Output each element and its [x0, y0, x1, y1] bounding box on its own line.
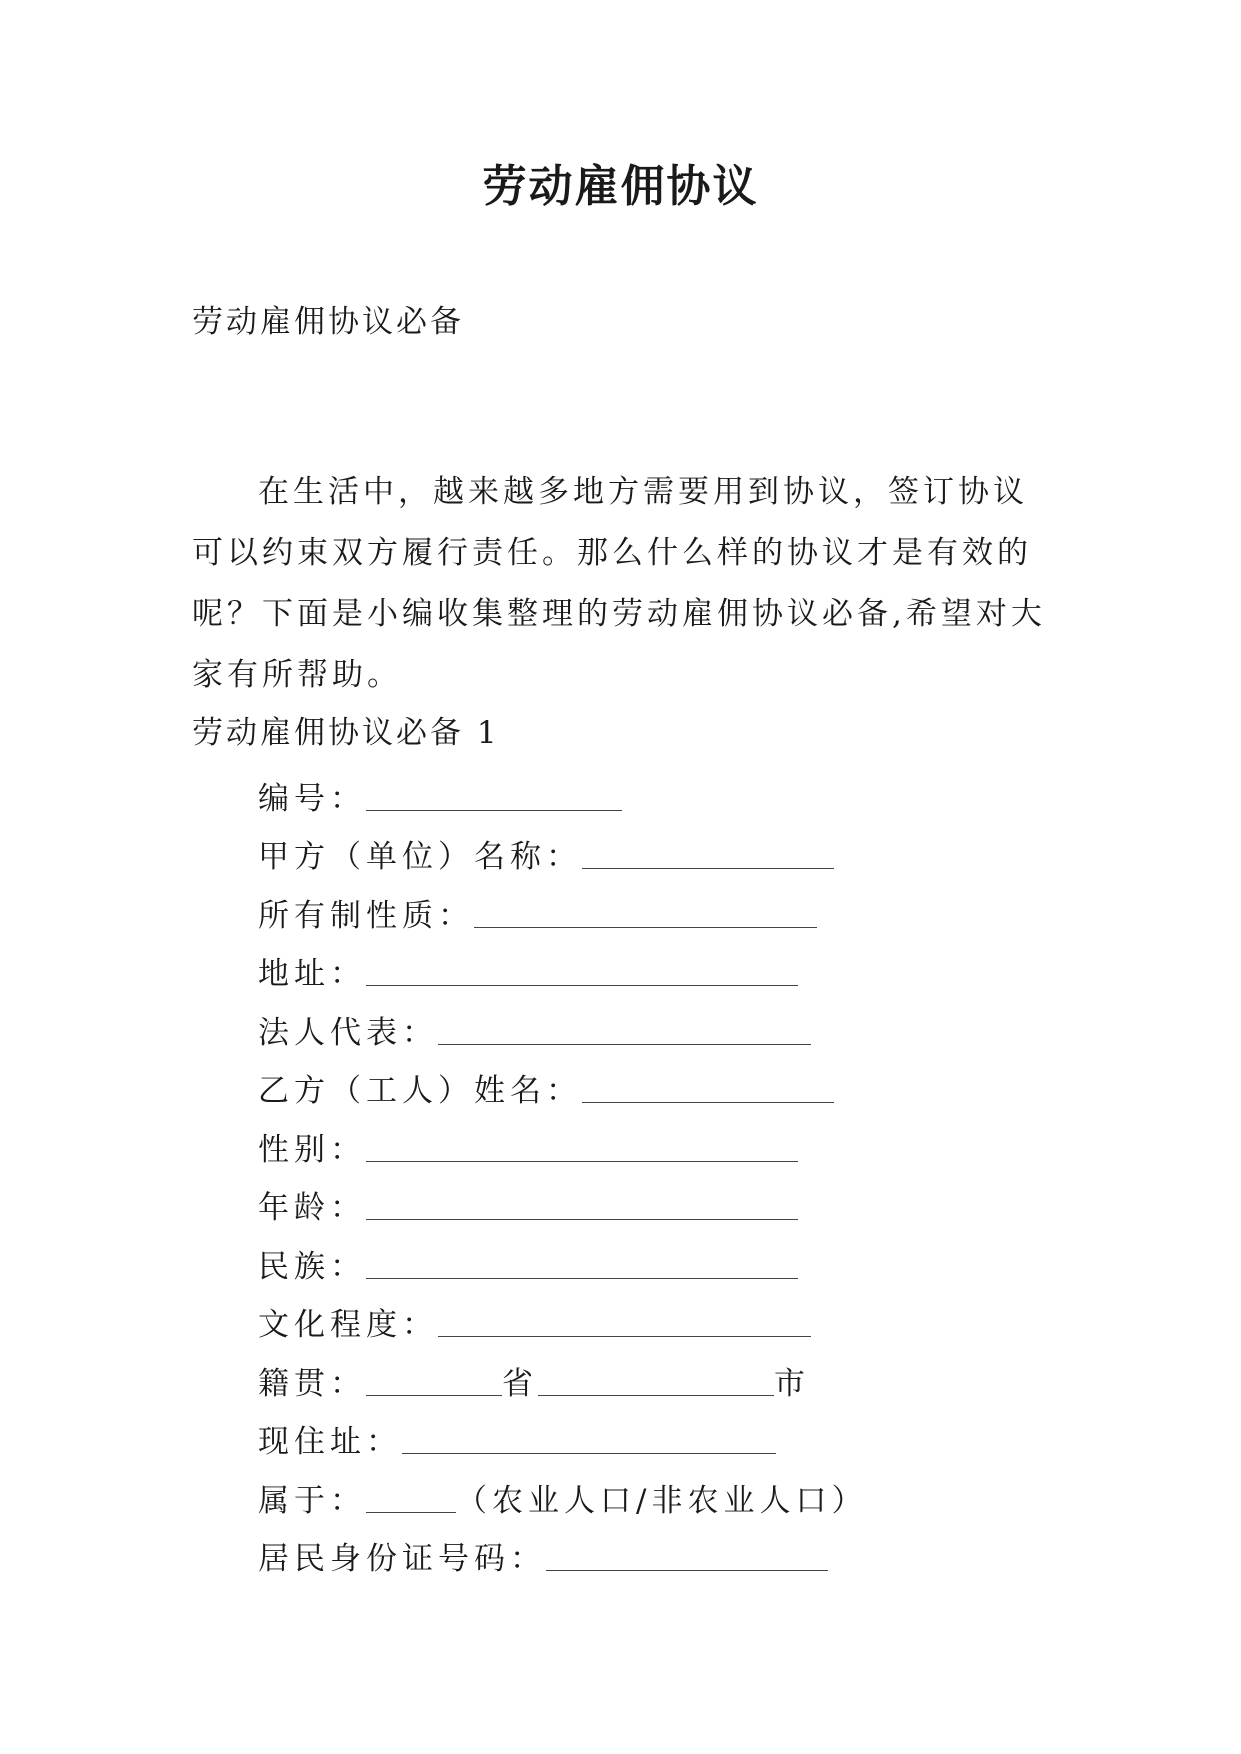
- field-belongs-to: [258, 1460, 878, 1519]
- blank-line: [366, 1373, 502, 1396]
- field-label: 乙方（工人）姓名：: [258, 1073, 582, 1109]
- field-education: [258, 1285, 878, 1344]
- field-label: 地址：: [258, 956, 366, 992]
- blank-line: [546, 1548, 828, 1571]
- intro-paragraph: [192, 462, 1062, 706]
- field-party-b-name: [258, 1051, 878, 1110]
- field-ethnicity: [258, 1226, 878, 1285]
- blank-line: [582, 1080, 834, 1103]
- field-label: 法人代表：: [258, 1014, 438, 1051]
- field-label: 属于：: [258, 1482, 366, 1519]
- blank-line: [366, 963, 798, 986]
- form-fields: [258, 758, 878, 1577]
- blank-line: [474, 905, 817, 928]
- field-label: 籍贯：: [258, 1365, 366, 1402]
- blank-line: [366, 1197, 798, 1220]
- field-label: 年龄：: [258, 1190, 366, 1226]
- field-address: [258, 934, 878, 993]
- blank-line: [538, 1373, 774, 1396]
- field-current-address: [258, 1402, 878, 1461]
- field-native-place: [258, 1343, 878, 1402]
- field-label: 编号：: [258, 780, 366, 817]
- city-label: 市: [774, 1365, 810, 1402]
- document-subtitle: 劳动雇佣协议必备: [192, 304, 464, 340]
- blank-line: [402, 1431, 776, 1454]
- field-label: 甲方（单位）名称：: [258, 839, 582, 875]
- blank-line: [366, 1139, 798, 1162]
- section-heading: 劳动雇佣协议必备 1: [192, 715, 500, 751]
- field-label: 现住址：: [258, 1424, 402, 1460]
- field-label: 民族：: [258, 1248, 366, 1285]
- blank-line: [582, 846, 834, 869]
- field-ownership: [258, 875, 878, 934]
- blank-line: [366, 1256, 798, 1279]
- province-label: 省: [502, 1365, 538, 1402]
- field-id-number: [258, 1519, 878, 1578]
- field-label: 居民身份证号码：: [258, 1541, 546, 1577]
- field-label: 文化程度：: [258, 1307, 438, 1343]
- blank-line: [438, 1314, 811, 1337]
- blank-line: [366, 1490, 456, 1513]
- field-gender: [258, 1109, 878, 1168]
- field-label: 所有制性质：: [258, 897, 474, 934]
- blank-line: [366, 788, 622, 811]
- field-number: [258, 758, 878, 817]
- intro-text: 在生活中，越来越多地方需要用到协议，签订协议可以约束双方履行责任。那么什么样的协议才是有效的呢？下面是小编收集整理的劳动雇佣协议必备,希望对大家有所帮助。: [192, 474, 1046, 693]
- document-title: 劳动雇佣协议: [482, 161, 759, 212]
- blank-line: [438, 1022, 811, 1045]
- field-label: 性别：: [258, 1131, 366, 1168]
- field-party-a-name: [258, 817, 878, 876]
- field-legal-rep: [258, 992, 878, 1051]
- hukou-options: （农业人口/非农业人口）: [456, 1482, 868, 1519]
- field-age: [258, 1168, 878, 1227]
